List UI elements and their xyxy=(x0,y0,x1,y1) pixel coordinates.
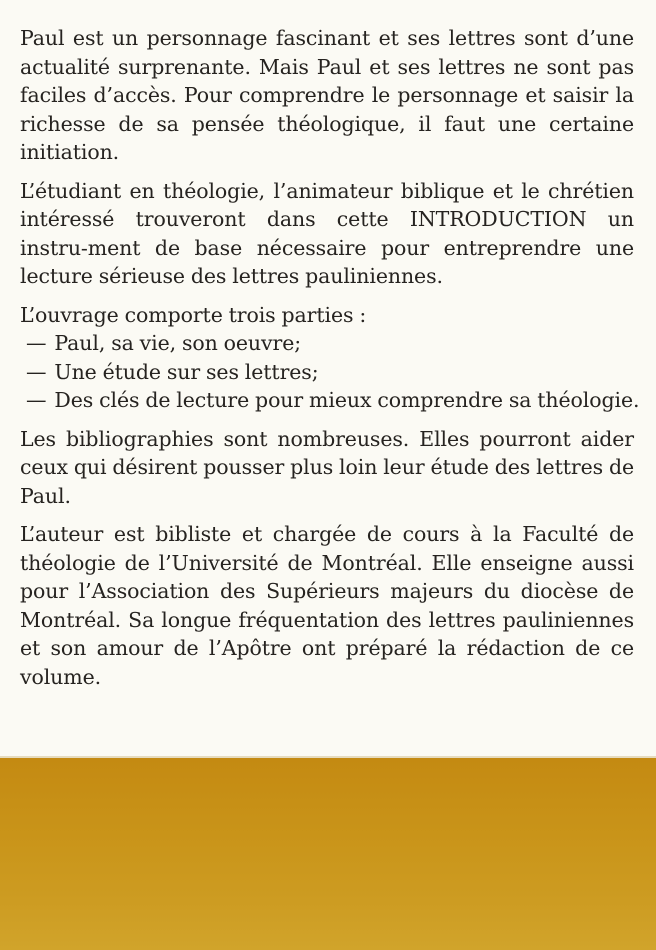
list-item xyxy=(20,386,640,415)
em-dash: — xyxy=(26,388,47,412)
em-dash: — xyxy=(26,359,47,384)
list-item-label: Des clés de lecture pour mieux comprendre sa théologie. xyxy=(54,388,640,412)
paragraph-bibliographies: Les bibliographies sont nombreuses. Elles pourront aider ceux qui désirent pousser plus loin leur étude des lettres de Paul. xyxy=(20,426,634,508)
list-item xyxy=(20,329,634,358)
list-item xyxy=(20,358,634,387)
em-dash: — xyxy=(26,331,47,355)
parts-list-intro: L’ouvrage comporte trois parties : xyxy=(20,302,367,327)
gold-color-band xyxy=(0,758,656,950)
paragraph-audience: L’étudiant en théologie, l’animateur biblique et le chrétien intéressé trouveront dans cette INTRODUCTION un instru-ment de base nécessaire pour entreprendre une lecture sérieuse des lettres pauliniennes. xyxy=(20,178,634,288)
paragraph-intro: Paul est un personnage fascinant et ses lettres sont d’une actualité surprenante. Mais Paul et ses lettres ne sont pas faciles d’accès. Pour comprendre le personnage et saisir la richesse de sa pensée théologique, il faut une certaine initiation. xyxy=(20,26,634,164)
list-item-label: Paul, sa vie, son oeuvre; xyxy=(54,331,302,355)
list-item-label: Une étude sur ses lettres; xyxy=(54,359,319,384)
paragraph-author: L’auteur est bibliste et chargée de cours à la Faculté de théologie de l’Université de Montréal. Elle enseigne aussi pour l’Association des Supérieurs majeurs du diocèse de Montréal. Sa longue fréquentation des lettres pauliniennes et son amour de l’Apôtre ont préparé la rédaction de ce volume. xyxy=(20,522,634,689)
parts-list xyxy=(20,301,640,415)
blurb-text xyxy=(20,24,640,701)
